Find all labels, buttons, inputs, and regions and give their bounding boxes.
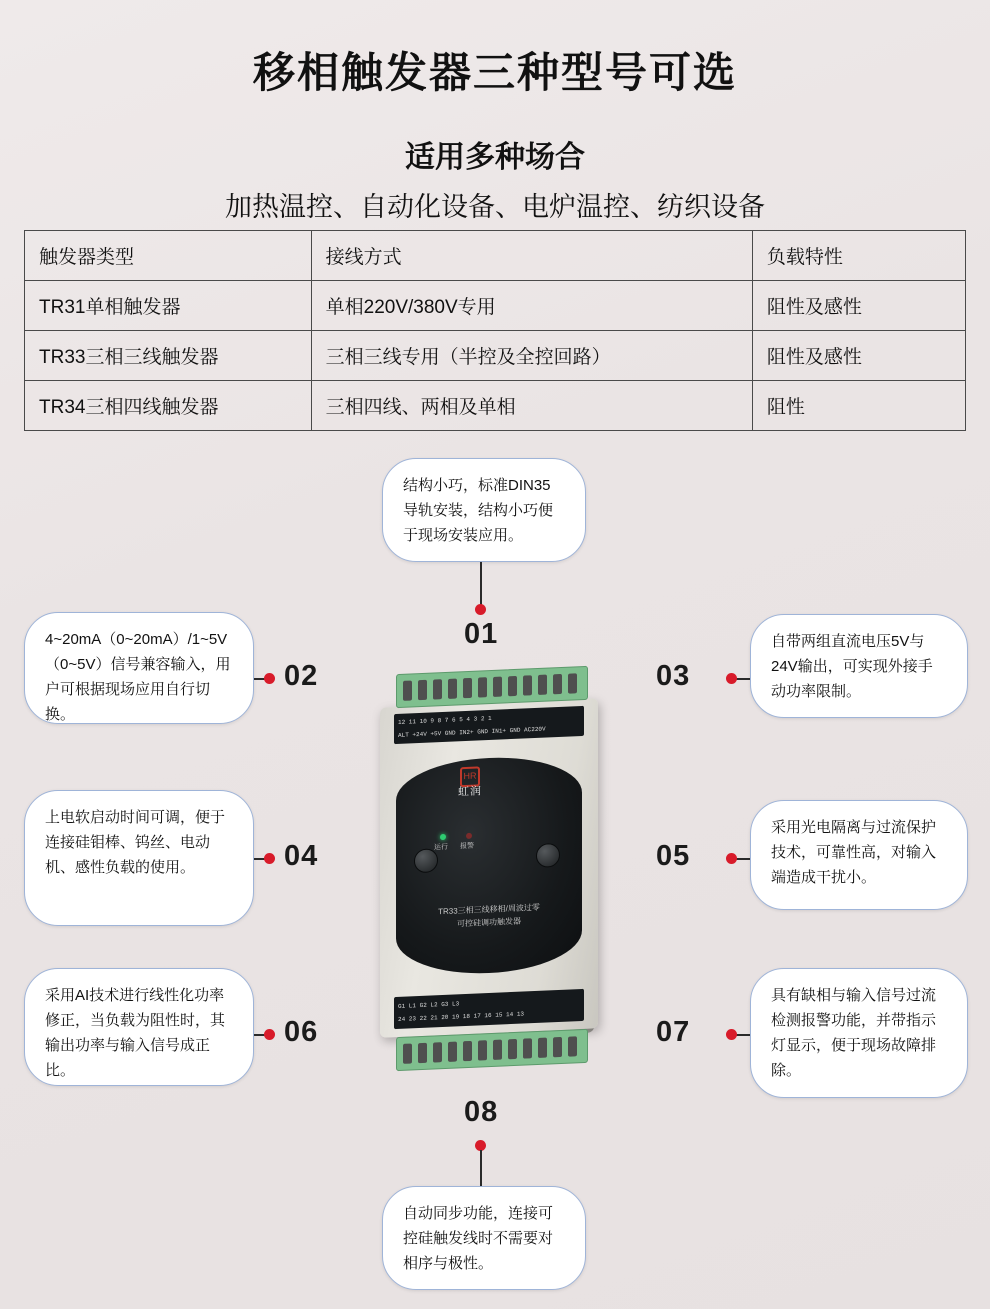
callout-07-dot — [726, 1029, 737, 1040]
table-cell: TR31单相触发器 — [25, 281, 312, 331]
terminal-numbers-top: 12 11 10 9 8 7 6 5 4 3 2 1 — [398, 714, 492, 726]
callout-06-dot — [264, 1029, 275, 1040]
run-led-icon — [440, 834, 446, 840]
callout-03-dot — [726, 673, 737, 684]
page-subtitle: 适用多种场合 — [405, 141, 585, 174]
callout-07-connector — [736, 1034, 750, 1036]
table-cell: 阻性及感性 — [752, 331, 965, 381]
brand-logo-icon: HR — [460, 766, 480, 787]
callout-07-number: 07 — [656, 1016, 691, 1048]
callout-01-number: 01 — [464, 618, 499, 650]
device-model-line-1: TR33三相三线移相/周波过零 — [438, 902, 540, 917]
table-cell: TR34三相四线触发器 — [25, 381, 312, 431]
table-cell: 三相三线专用（半控及全控回路） — [311, 331, 752, 381]
callout-05-connector — [736, 858, 750, 860]
callout-05-dot — [726, 853, 737, 864]
table-header-cell: 触发器类型 — [25, 231, 312, 281]
callout-03-connector — [736, 678, 750, 680]
alarm-led-icon — [466, 833, 472, 839]
page-title: 移相触发器三种型号可选 — [252, 49, 737, 96]
table-cell: 阻性 — [752, 381, 965, 431]
terminal-block-bottom — [396, 1029, 588, 1071]
table-header-cell: 负载特性 — [752, 231, 965, 281]
callout-03-text: 自带两组直流电压5V与24V输出，可实现外接手动功率限制。 — [750, 614, 968, 718]
callout-08-number: 08 — [464, 1096, 499, 1128]
callout-02-dot — [264, 673, 275, 684]
table-row — [25, 331, 966, 381]
alarm-led-label: 报警 — [460, 842, 474, 851]
brand-name: 虹润 — [458, 785, 482, 799]
callout-03-number: 03 — [656, 660, 691, 692]
run-led-label: 运行 — [434, 843, 448, 852]
table-cell: 单相220V/380V专用 — [311, 281, 752, 331]
callout-05-text: 采用光电隔离与过流保护技术，可靠性高，对输入端造成干扰小。 — [750, 800, 968, 910]
adjust-knob-left[interactable] — [414, 848, 438, 873]
terminal-labels-bottom: G1 L1 G2 L2 G3 L3 — [398, 1000, 460, 1010]
callout-01-connector — [480, 562, 482, 610]
spec-table — [24, 230, 966, 431]
device-illustration — [352, 648, 642, 1088]
callout-04-number: 04 — [284, 840, 319, 872]
callout-02-number: 02 — [284, 660, 319, 692]
terminal-numbers-bottom: 24 23 22 21 20 19 18 17 16 15 14 13 — [398, 1010, 525, 1023]
table-header-cell: 接线方式 — [311, 231, 752, 281]
callout-02-text: 4~20mA（0~20mA）/1~5V（0~5V）信号兼容输入，用户可根据现场应用自行切换。 — [24, 612, 254, 724]
callout-07-text: 具有缺相与输入信号过流检测报警功能，并带指示灯显示，便于现场故障排除。 — [750, 968, 968, 1098]
callout-01-text: 结构小巧，标准DIN35导轨安装，结构小巧便于现场安装应用。 — [382, 458, 586, 562]
device-front-face — [396, 754, 582, 977]
table-cell: 三相四线、两相及单相 — [311, 381, 752, 431]
table-header-row — [25, 231, 966, 281]
callout-04-dot — [264, 853, 275, 864]
terminal-labels-top: ALT +24V +5V GND IN2+ GND IN1+ GND AC220V — [398, 725, 546, 739]
table-cell: 阻性及感性 — [752, 281, 965, 331]
adjust-knob-right[interactable] — [536, 843, 560, 868]
table-row — [25, 281, 966, 331]
table-cell: TR33三相三线触发器 — [25, 331, 312, 381]
callout-06-number: 06 — [284, 1016, 319, 1048]
page-subtitle-secondary: 加热温控、自动化设备、电炉温控、纺织设备 — [225, 192, 765, 222]
callout-08-connector — [480, 1150, 482, 1188]
callout-01-dot — [475, 604, 486, 615]
callout-08-text: 自动同步功能，连接可控硅触发线时不需要对相序与极性。 — [382, 1186, 586, 1290]
callout-05-number: 05 — [656, 840, 691, 872]
table-row — [25, 381, 966, 431]
callout-06-text: 采用AI技术进行线性化功率修正，当负载为阻性时，其输出功率与输入信号成正比。 — [24, 968, 254, 1086]
device-model-line-2: 可控硅调功触发器 — [457, 916, 521, 929]
callout-04-text: 上电软启动时间可调，便于连接硅钼棒、钨丝、电动机、感性负载的使用。 — [24, 790, 254, 926]
